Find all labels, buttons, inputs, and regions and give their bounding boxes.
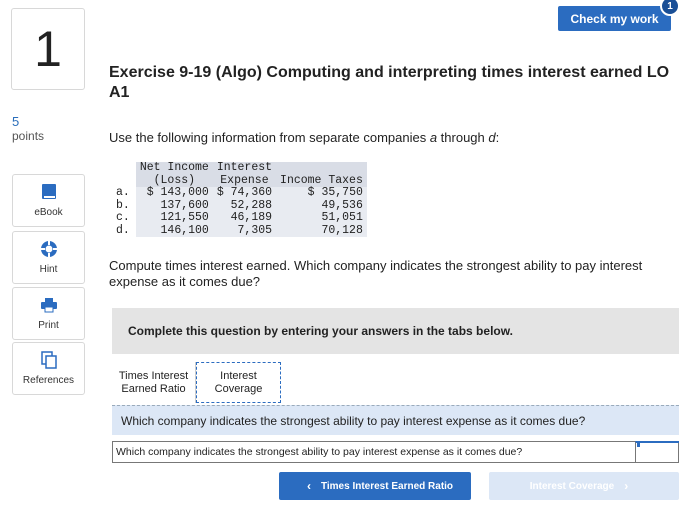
question-prompt: Compute times interest earned. Which company indicates the strongest ability to pay interest expense as it comes due? xyxy=(109,258,643,289)
check-my-work-button[interactable]: Check my work xyxy=(558,6,671,31)
references-label: References xyxy=(22,375,75,386)
table-row: a. $ 143,000 $ 74,360 $ 35,750 xyxy=(112,187,367,200)
input-marker xyxy=(637,443,640,447)
next-tab-button[interactable]: Interest Coverage › xyxy=(489,472,679,500)
chevron-right-icon: › xyxy=(624,479,629,493)
table-row: c. 121,550 46,189 51,051 xyxy=(112,212,367,225)
active-tab-question: Which company indicates the strongest ability to pay interest expense as it comes due? xyxy=(112,405,679,435)
company-data-table xyxy=(112,162,367,237)
ebook-button[interactable] xyxy=(12,174,85,227)
lifebuoy-icon xyxy=(40,240,58,258)
book-icon xyxy=(40,183,58,201)
print-label: Print xyxy=(38,320,59,331)
tab-interest-coverage[interactable]: Interest Coverage xyxy=(196,362,281,403)
references-button[interactable] xyxy=(12,342,85,395)
documents-icon xyxy=(40,351,58,369)
header-net-income: Net Income (Loss) xyxy=(136,162,213,187)
header-interest-expense: Interest Expense xyxy=(213,162,276,187)
printer-icon xyxy=(40,296,58,314)
exercise-title: Exercise 9-19 (Algo) Computing and interpreting times interest earned LO A1 xyxy=(109,64,670,101)
points-label: points xyxy=(12,129,45,143)
answer-input[interactable] xyxy=(635,441,679,463)
prev-tab-button[interactable]: ‹ Times Interest Earned Ratio xyxy=(279,472,471,500)
notification-badge: 1 xyxy=(660,0,680,16)
points-value: 5 xyxy=(12,114,20,129)
tab-times-interest-earned-ratio[interactable]: Times Interest Earned Ratio xyxy=(112,362,196,403)
print-button[interactable] xyxy=(12,287,85,340)
instructions: Use the following information from separate companies a through d: xyxy=(109,130,500,145)
table-row: d. 146,100 7,305 70,128 xyxy=(112,225,367,238)
ebook-label: eBook xyxy=(34,207,63,218)
header-income-taxes: Income Taxes xyxy=(276,162,367,187)
points-block xyxy=(12,115,44,143)
complete-instructions: Complete this question by entering your answers in the tabs below. xyxy=(112,308,679,354)
hint-button[interactable] xyxy=(12,231,85,284)
answer-row-label: Which company indicates the strongest ability to pay interest expense as it comes due? xyxy=(112,441,679,463)
chevron-left-icon: ‹ xyxy=(306,479,311,493)
table-row: b. 137,600 52,288 49,536 xyxy=(112,200,367,213)
question-number: 1 xyxy=(11,8,85,90)
hint-label: Hint xyxy=(39,264,58,275)
